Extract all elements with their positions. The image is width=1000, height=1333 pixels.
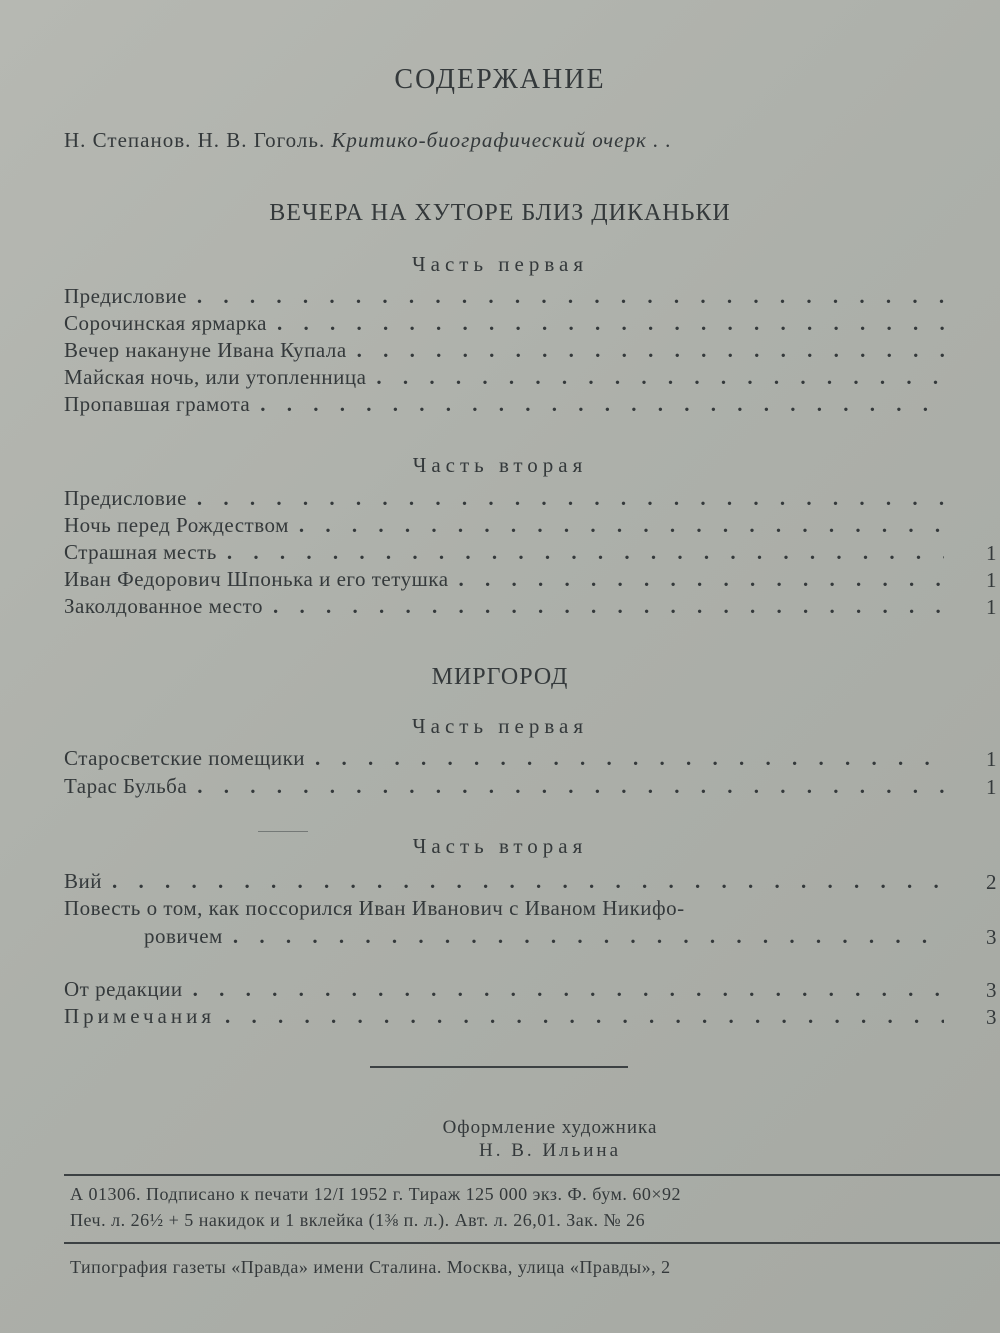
toc-entry-label: Ночь перед Рождеством: [64, 513, 289, 537]
toc-entry-label: Предисловие: [64, 486, 187, 510]
imprint-line-3: Типография газеты «Правда» имени Сталина. Москва, улица «Правды», 2: [70, 1257, 671, 1277]
leader-dots: [197, 486, 944, 511]
leader-dots: [277, 311, 944, 336]
toc-entry-label: Пропавшая грамота: [64, 392, 251, 416]
toc-entry-label: Заколдованное место: [64, 594, 263, 618]
toc-entry: [64, 869, 944, 899]
toc-entry-label: Сорочинская ярмарка: [64, 311, 267, 335]
toc-entry: [64, 311, 944, 341]
leader-dots: [233, 924, 944, 949]
intro-author: Н. Степанов. Н. В. Гоголь.: [64, 128, 326, 152]
toc-entry-label: ровичем: [144, 924, 223, 948]
toc-entry: [64, 392, 944, 422]
imprint-line-1: А 01306. Подписано к печати 12/I 1952 г. Тираж 125 000 экз. Ф. бум. 60×92: [70, 1184, 682, 1204]
faint-mark: [258, 831, 308, 832]
leader-dots: [357, 338, 944, 363]
part-title-2-2: Часть вторая: [412, 834, 588, 858]
leader-dots: [273, 594, 944, 619]
toc-entry-label: Страшная месть: [64, 540, 217, 564]
page-number: 1: [986, 541, 997, 565]
section-title-mirgorod: МИРГОРОД: [431, 664, 569, 690]
leader-dots: [459, 567, 944, 592]
toc-entry: [64, 540, 944, 570]
leader-dots: [197, 774, 944, 799]
divider: [64, 1174, 1000, 1176]
toc-entry: [64, 746, 944, 776]
leader-dots: [112, 869, 944, 894]
credit-line-2: Н. В. Ильина: [478, 1140, 622, 1161]
divider: [64, 1242, 1000, 1244]
toc-entry-label: Майская ночь, или утопленница: [64, 365, 367, 389]
page-title: СОДЕРЖАНИЕ: [394, 64, 606, 95]
toc-entry: [64, 365, 944, 395]
toc-entry: [64, 977, 944, 1007]
toc-entry-label: Тарас Бульба: [64, 774, 188, 798]
page-number: 1: [986, 595, 997, 619]
toc-entry: [64, 774, 944, 804]
intro-work: Критико-биографический очерк . .: [331, 128, 672, 152]
page-number: 3: [986, 925, 997, 949]
imprint-line-2: Печ. л. 26½ + 5 накидок и 1 вклейка (1⅜ п. л.). Авт. л. 26,01. Зак. № 26: [70, 1210, 646, 1230]
leader-dots: [260, 392, 944, 417]
leader-dots: [376, 365, 944, 390]
leader-dots: [227, 540, 944, 565]
toc-entry-label: Повесть о том, как поссорился Иван Иванович с Иваном Никифо-: [64, 896, 685, 920]
toc-entry: [64, 896, 944, 926]
leader-dots: [193, 977, 944, 1002]
toc-entry: [64, 594, 944, 624]
toc-entry-label: Иван Федорович Шпонька и его тетушка: [64, 567, 449, 591]
toc-entry-label: Примечания: [64, 1004, 216, 1028]
page-number: 1: [986, 747, 997, 771]
part-title-1-1: Часть первая: [412, 252, 588, 276]
toc-entry: [64, 284, 944, 314]
page-number: 3: [986, 978, 997, 1002]
divider: [370, 1066, 628, 1068]
toc-entry-label: Предисловие: [64, 284, 187, 308]
page-number: 1: [986, 775, 997, 799]
toc-entry-label: Вий: [64, 869, 102, 893]
toc-entry-label: Вечер накануне Ивана Купала: [64, 338, 347, 362]
section-title-evenings: ВЕЧЕРА НА ХУТОРЕ БЛИЗ ДИКАНЬКИ: [269, 200, 731, 226]
toc-entry: [64, 486, 944, 516]
leader-dots: [315, 746, 944, 771]
part-title-1-2: Часть вторая: [412, 453, 588, 477]
toc-entry: [64, 1004, 944, 1034]
leader-dots: [197, 284, 944, 309]
toc-entry: [64, 513, 944, 543]
part-title-2-1: Часть первая: [412, 714, 588, 738]
intro-entry: [64, 128, 954, 153]
leader-dots: [225, 1004, 944, 1029]
toc-entry-label: Старосветские помещики: [64, 746, 306, 770]
credit-line-1: Оформление художника: [442, 1117, 658, 1138]
page-number: 3: [986, 1005, 997, 1029]
page-number: 1: [986, 568, 997, 592]
toc-entry: [64, 567, 944, 597]
leader-dots: [299, 513, 944, 538]
toc-entry: [144, 924, 944, 954]
page-number: 2: [986, 870, 997, 894]
toc-entry: [64, 338, 944, 368]
toc-entry-label: От редакции: [64, 977, 183, 1001]
